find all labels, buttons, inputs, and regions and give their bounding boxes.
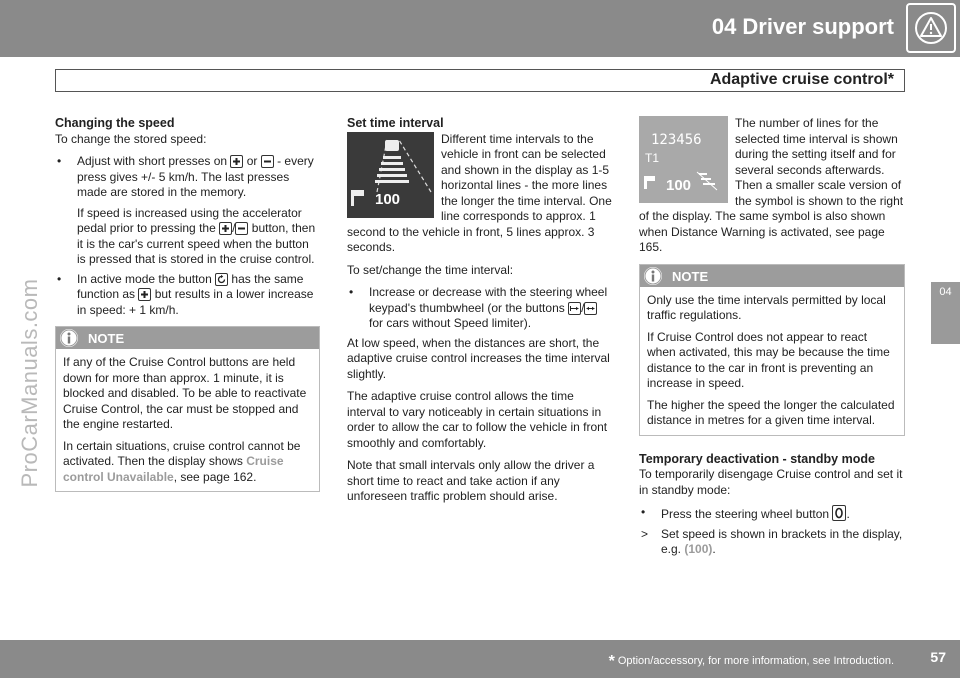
- section-title: Adaptive cruise control*: [709, 71, 894, 88]
- watermark-text: ProCarManuals.com: [17, 278, 42, 488]
- bullet-icon: •: [57, 154, 62, 168]
- chapter-tab[interactable]: [931, 282, 960, 344]
- info-icon: [644, 267, 662, 285]
- column-display-info: [639, 116, 905, 562]
- paragraph: To set/change the time interval:: [347, 262, 514, 277]
- list-item: • Increase or decrease with the steering wheel keypad's thumbwheel (or the buttons / for cars without Speed limiter).: [349, 285, 608, 330]
- interval-increase-icon: [568, 302, 581, 315]
- page-footer: [0, 640, 960, 678]
- note-text: If any of the Cruise Control buttons are held down for more than approx. 1 minute, it is blocked and disabled. To be able to reactivate Cruise Control, the car must be stopped and the engine restarted.: [63, 355, 307, 431]
- display-speed: 100: [375, 190, 401, 208]
- intro-text: To change the stored speed:: [55, 131, 207, 146]
- resume-button-icon: [215, 273, 228, 286]
- list-item: • Press the steering wheel button .: [641, 505, 850, 521]
- chapter-header: [0, 0, 960, 57]
- instrument-display-image: [639, 116, 728, 203]
- paragraph: At low speed, when the distances are short, the adaptive cruise control increases the time interval slightly.: [347, 335, 610, 381]
- result-item: > Set speed is shown in brackets in the display, e.g. (100).: [641, 526, 903, 556]
- note-text: If Cruise Control does not appear to react when activated, this may be because the time distance to the car in front is preventing an increase in speed.: [647, 329, 890, 390]
- page-number: 57: [930, 649, 946, 665]
- standby-button-icon: [832, 505, 846, 521]
- paragraph: The adaptive cruise control allows the time interval to vary noticeably in certain situations in order to allow the car to follow the vehicle in front smoothly and comfortably.: [347, 389, 608, 450]
- interval-decrease-icon: [584, 302, 597, 315]
- heading-changing-speed: Changing the speed: [55, 116, 175, 130]
- bullet-icon: •: [349, 285, 354, 299]
- note-header: [640, 265, 904, 287]
- bullet-icon: •: [57, 271, 62, 286]
- heading-standby-mode: Temporary deactivation - standby mode: [639, 451, 875, 466]
- chapter-title: 04 Driver support: [711, 14, 894, 39]
- note-text: Only use the time intervals permitted by local traffic regulations.: [647, 292, 886, 322]
- note-box: [639, 264, 905, 436]
- list-item: • Adjust with short presses on or - every press gives +/- 5 km/h. The last presses made are stored in the memory. If speed is increased using the accelerator pedal prior to pressing the / button, then it is the car's current speed when the button is pressed that is stored in the cruise control.: [57, 154, 316, 266]
- note-text: The higher the speed the longer the calculated distance in metres for a given time interval.: [647, 397, 895, 427]
- column-time-interval: [347, 116, 614, 512]
- note-box: [55, 326, 320, 492]
- footer-note: * Option/accessory, for more information, see Introduction.: [608, 653, 894, 670]
- result-arrow: >: [641, 526, 649, 541]
- minus-button-icon: [235, 222, 248, 235]
- display-odometer: 123456: [651, 132, 702, 148]
- display-message: (100): [684, 542, 713, 556]
- warning-triangle-icon: [906, 3, 956, 53]
- minus-button-icon: [261, 155, 274, 168]
- plus-button-icon: [138, 288, 151, 301]
- plus-button-icon: [219, 222, 232, 235]
- paragraph: The number of lines for the selected time interval is shown during the setting itself and for several seconds afterwards. Then a smaller scale version of the symbol is shown to the right of the display. The same symbol is also shown when Distance Warning is activated, see page 165.: [639, 116, 904, 254]
- note-title: NOTE: [88, 331, 125, 346]
- chapter-tab-label: 04: [939, 286, 952, 298]
- watermark: [10, 230, 50, 550]
- section-header: [55, 69, 905, 92]
- display-speed: 100: [666, 177, 692, 194]
- column-changing-speed: [55, 116, 320, 492]
- note-header: [56, 327, 319, 349]
- intro-text: To temporarily disengage Cruise control and set it in standby mode:: [639, 467, 903, 497]
- note-title: NOTE: [672, 268, 709, 284]
- paragraph: Different time intervals to the vehicle in front can be selected and shown in the display as 1-5 horizontal lines - the more lines the longer the time interval. One line corresponds to approx. 1 second to the vehicle in front, 5 lines approx. 3 seconds.: [347, 131, 612, 254]
- heading-set-time-interval: Set time interval: [347, 116, 444, 130]
- display-trip: T1: [645, 151, 660, 165]
- display-message: Cruise control Unavailable: [63, 454, 284, 484]
- time-interval-display-image: [347, 132, 434, 218]
- paragraph: Note that small intervals only allow the driver a short time to react and take action if any unforeseen traffic problem should arise.: [347, 458, 595, 503]
- note-text: In certain situations, cruise control cannot be activated. Then the display shows Cruise control Unavailable, see page 162.: [63, 438, 301, 484]
- info-icon: [60, 329, 78, 347]
- bullet-icon: •: [641, 505, 646, 519]
- plus-button-icon: [230, 155, 243, 168]
- list-item: • In active mode the button has the same function as but results in a lower increase in speed: + 1 km/h.: [57, 271, 314, 317]
